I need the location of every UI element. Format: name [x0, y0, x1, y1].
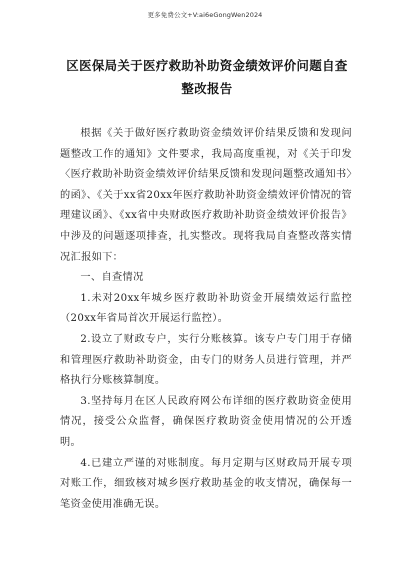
list-item: 2.设立了财政专户，实行分账核算。该专户专门用于存储和管理医疗救助补助资金，由专门的财务人员进行管理，并严格执行分账核算制度。: [60, 333, 352, 387]
document-title: 区医保局关于医疗救助补助资金绩效评价问题自查整改报告: [66, 58, 348, 96]
list-item: 1.未对20xx年城乡医疗救助补助资金开展绩效运行监控（20xx年省局首次开展运行监控）。: [60, 292, 352, 325]
header-note: 更多免费公文+V:ai6eGongWen2024: [147, 11, 263, 19]
intro-paragraph: 根据《关于做好医疗救助资金绩效评价结果反馈和发现问题整改工作的通知》文件要求，我局高度重视，对《关于印发〈医疗救助补助资金绩效评价结果反馈和发现问题整改通知书〉的函》、《关于xx省20xx年医疗救助补助资金绩效评价情况的管理建议函》、《xx省中央财政医疗救助补助资金绩效评价报告》中涉及的问题逐项排查，扎实整改。现将我局自查整改落实情况汇报如下：: [60, 128, 352, 263]
section-heading: 一、自查情况: [80, 272, 144, 284]
list-item: 3.坚持每月在区人民政府网公布详细的医疗救助资金使用情况，接受公众监督，确保医疗救助资金使用情况的公开透明。: [60, 395, 352, 448]
list-item: 4.已建立严谨的对账制度。每月定期与区财政局开展专项对账工作，细致核对城乡医疗救助基金的收支情况，确保每一笔资金使用准确无误。: [60, 457, 352, 510]
document-body: [60, 124, 352, 515]
